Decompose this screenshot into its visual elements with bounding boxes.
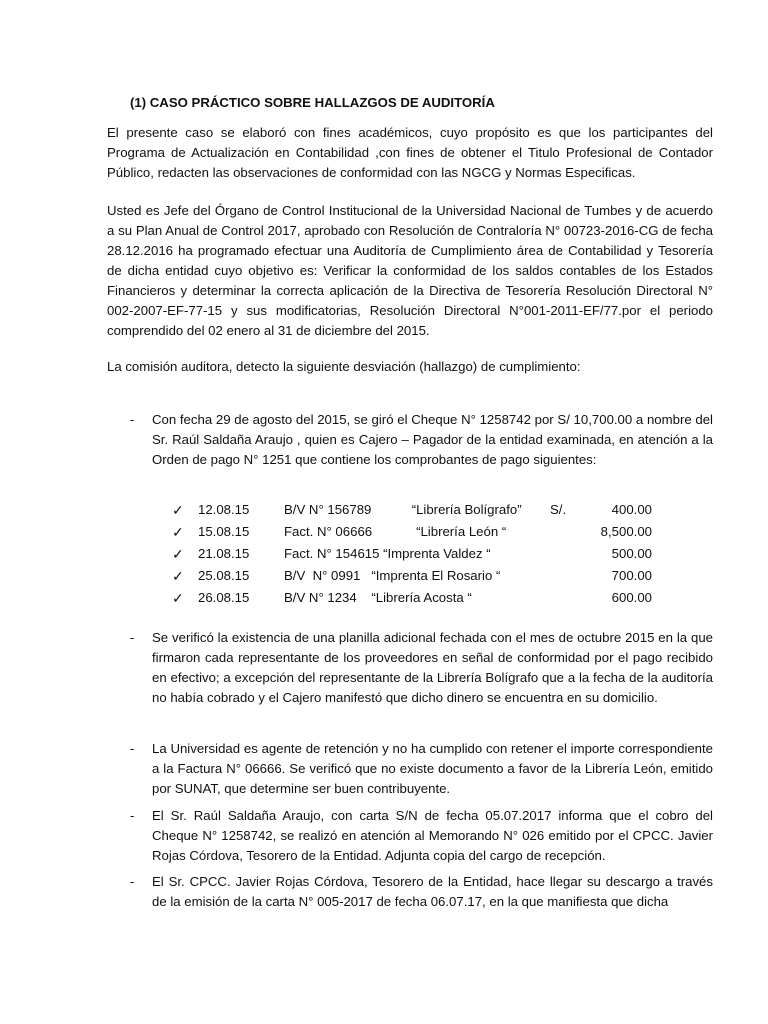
voucher-document: B/V N° 0991 “Imprenta El Rosario “ xyxy=(284,568,501,583)
voucher-document: Fact. N° 06666 “Librería León “ xyxy=(284,524,507,539)
voucher-document: Fact. N° 154615 “Imprenta Valdez “ xyxy=(284,546,491,561)
bullet-dash: - xyxy=(130,630,135,645)
bullet-item-descargo-tesorero: El Sr. CPCC. Javier Rojas Córdova, Tesorero de la Entidad, hace llegar su descargo a través de la emisión de la carta N° 005-2017 de fecha 06.07.17, en la que manifiesta que dicha xyxy=(152,874,713,909)
voucher-date: 15.08.15 xyxy=(198,524,250,539)
intro-paragraph: El presente caso se elaboró con fines académicos, cuyo propósito es que los participantes del Programa de Actualización en Contabilidad ,con fines de obtener el Titulo Profesional de Contador Público, redacten las observaciones de conformidad con las NGCG y Normas Especificas. xyxy=(107,125,713,180)
voucher-document: B/V N° 156789 “Librería Bolígrafo” xyxy=(284,502,522,517)
voucher-row xyxy=(172,499,652,521)
voucher-list xyxy=(172,499,652,609)
checkmark-icon: ✓ xyxy=(172,546,184,562)
bullet-dash: - xyxy=(130,412,135,427)
voucher-amount: 600.00 xyxy=(611,590,652,605)
bullet-item-planilla: Se verificó la existencia de una planilla adicional fechada con el mes de octubre 2015 en la que firmaron cada representante de los proveedores en señal de conformidad por el pago recibido en efectivo; a excepción del representante de la Librería Bolígrafo que a la fecha de la auditoría no había cobrado y el Cajero manifestó que dicho dinero se encuentra en su domicilio. xyxy=(152,630,713,705)
voucher-amount: 8,500.00 xyxy=(600,524,652,539)
checkmark-icon: ✓ xyxy=(172,524,184,540)
checkmark-icon: ✓ xyxy=(172,568,184,584)
voucher-amount: 400.00 xyxy=(611,502,652,517)
finding-intro-paragraph: La comisión auditora, detecto la siguiente desviación (hallazgo) de cumplimiento: xyxy=(107,359,581,374)
voucher-row xyxy=(172,587,652,609)
bullet-dash: - xyxy=(130,741,135,756)
voucher-amount: 500.00 xyxy=(611,546,652,561)
voucher-row xyxy=(172,543,652,565)
voucher-date: 26.08.15 xyxy=(198,590,250,605)
context-paragraph: Usted es Jefe del Órgano de Control Institucional de la Universidad Nacional de Tumbes y de acuerdo a su Plan Anual de Control 2017, aprobado con Resolución de Contraloría N° 00723-2016-CG de fecha 28.12.2016 ha programado efectuar una Auditoría de Cumplimiento área de Contabilidad y Tesorería de dicha entidad cuyo objetivo es: Verificar la conformidad de los saldos contables de los Estados Financieros y determinar la correcta aplicación de la Directiva de Tesorería Resolución Directoral N° 002-2007-EF-77-15 y sus modificatorias, Resolución Directoral N°001-2011-EF/77.por el periodo comprendido del 02 enero al 31 de diciembre del 2015. xyxy=(107,203,713,338)
checkmark-icon: ✓ xyxy=(172,502,184,518)
voucher-row xyxy=(172,565,652,587)
document-title: (1) CASO PRÁCTICO SOBRE HALLAZGOS DE AUDITORÍA xyxy=(130,95,495,110)
bullet-item-carta-cajero: El Sr. Raúl Saldaña Araujo, con carta S/N de fecha 05.07.2017 informa que el cobro del Cheque N° 1258742, se realizó en atención al Memorando N° 026 emitido por el CPCC. Javier Rojas Córdova, Tesorero de la Entidad. Adjunta copia del cargo de recepción. xyxy=(152,808,713,863)
voucher-currency: S/. xyxy=(550,502,567,517)
voucher-date: 21.08.15 xyxy=(198,546,250,561)
voucher-document: B/V N° 1234 “Librería Acosta “ xyxy=(284,590,472,605)
bullet-item-cheque: Con fecha 29 de agosto del 2015, se giró el Cheque N° 1258742 por S/ 10,700.00 a nombre del Sr. Raúl Saldaña Araujo , quien es Cajero – Pagador de la entidad examinada, en atención a la Orden de pago N° 1251 que contiene los comprobantes de pago siguientes: xyxy=(152,412,713,467)
bullet-item-retencion: La Universidad es agente de retención y no ha cumplido con retener el importe correspondiente a la Factura N° 06666. Se verificó que no existe documento a favor de la Librería León, emitido por SUNAT, que determine ser buen contribuyente. xyxy=(152,741,713,796)
voucher-amount: 700.00 xyxy=(611,568,652,583)
voucher-date: 12.08.15 xyxy=(198,502,250,517)
bullet-dash: - xyxy=(130,874,135,889)
checkmark-icon: ✓ xyxy=(172,590,184,606)
voucher-row xyxy=(172,521,652,543)
voucher-date: 25.08.15 xyxy=(198,568,250,583)
bullet-dash: - xyxy=(130,808,135,823)
